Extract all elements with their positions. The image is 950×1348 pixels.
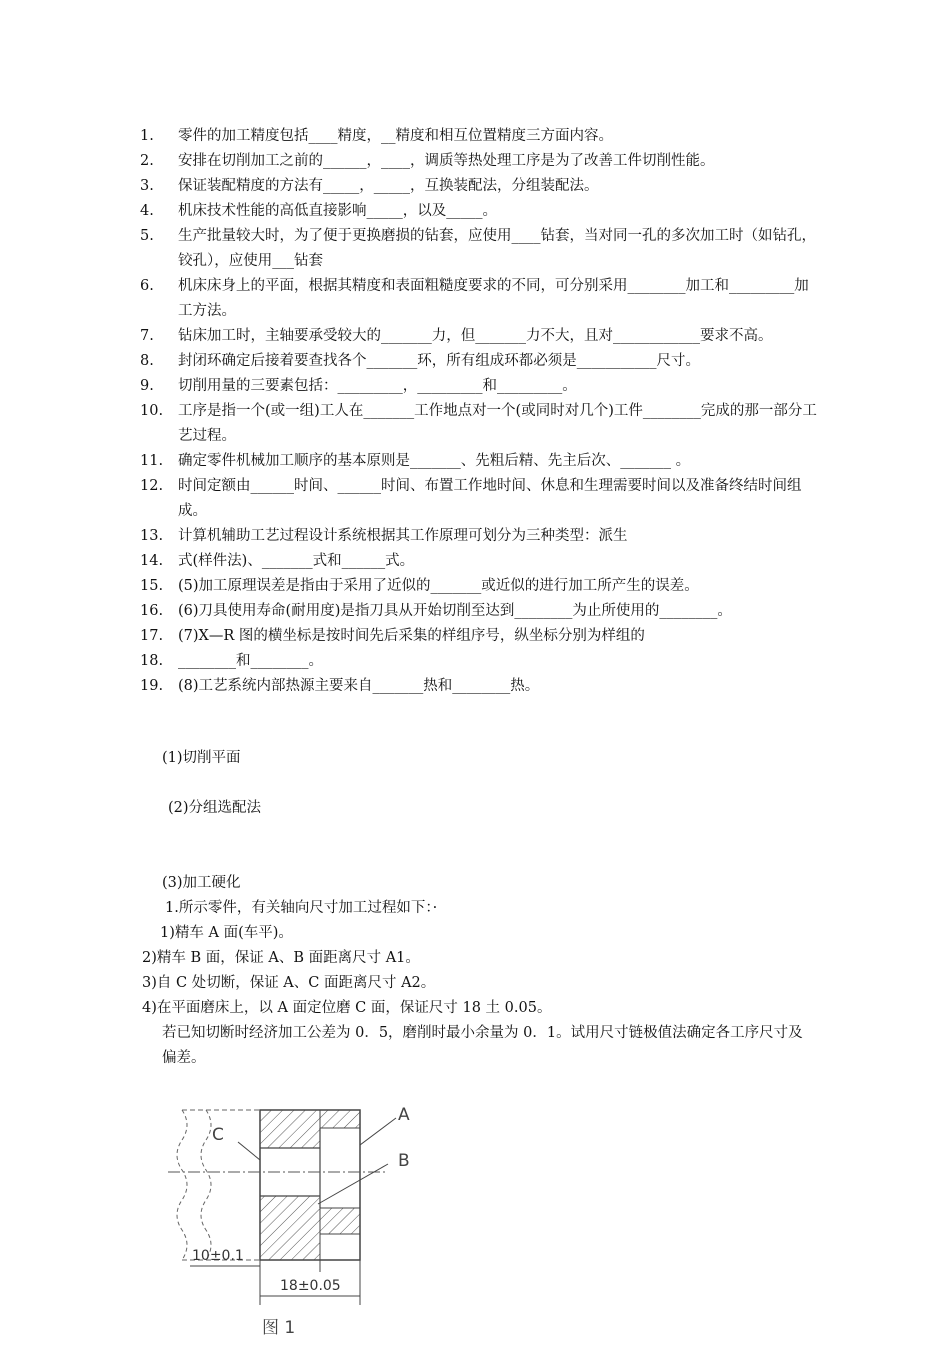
- question-number: 4.: [140, 203, 154, 219]
- question-item: [140, 549, 820, 574]
- question-number: 10.: [140, 403, 164, 419]
- question-item: [140, 124, 820, 149]
- question-text: 钻床加工时，主轴要承受较大的_______力，但_______力不大，且对____________要求不高。: [178, 328, 773, 344]
- question-number: 17.: [140, 628, 164, 644]
- question-item: [140, 399, 820, 449]
- question-text: 封闭环确定后接着要查找各个_______环，所有组成环都必须是___________尺寸。: [178, 353, 700, 369]
- figure-caption: 图 1: [262, 1318, 296, 1338]
- question-item: [140, 174, 820, 199]
- question-list: [140, 124, 820, 699]
- question-item: [140, 524, 820, 549]
- label-c: C: [212, 1125, 224, 1145]
- question-item: [140, 149, 820, 174]
- question-number: 15.: [140, 578, 164, 594]
- question-text: (6)刀具使用寿命(耐用度)是指刀具从开始切削至达到________为止所使用的________。: [178, 603, 732, 619]
- question-number: 9.: [140, 378, 154, 394]
- question-item: [140, 199, 820, 224]
- question-text: (8)工艺系统内部热源主要来自_______热和________热。: [178, 678, 540, 694]
- question-item: [140, 374, 820, 399]
- question-item: [140, 624, 820, 649]
- problem-step-2: 2)精车 B 面，保证 A、B 面距离尺寸 A1。: [142, 950, 420, 966]
- question-text: 计算机辅助工艺过程设计系统根据其工作原理可划分为三种类型：派生: [178, 528, 628, 544]
- question-text: ________和________。: [178, 653, 323, 669]
- part-drawing-figure: [168, 1100, 428, 1344]
- question-text: 保证装配精度的方法有_____，_____，互换装配法，分组装配法。: [178, 178, 599, 194]
- question-number: 6.: [140, 278, 154, 294]
- answer-1: (1)切削平面: [162, 750, 241, 766]
- dimension-10: 10±0.1: [192, 1248, 244, 1264]
- question-number: 16.: [140, 603, 164, 619]
- question-item: [140, 574, 820, 599]
- question-number: 2.: [140, 153, 154, 169]
- question-item: [140, 324, 820, 349]
- question-text: 生产批量较大时，为了便于更换磨损的钻套，应使用____钻套，当对同一孔的多次加工时（如钻孔，铰孔），应使用___钻套: [178, 228, 816, 269]
- answer-3: (3)加工硬化: [162, 875, 241, 891]
- question-text: (5)加工原理误差是指由于采用了近似的_______或近似的进行加工所产生的误差。: [178, 578, 699, 594]
- question-number: 5.: [140, 228, 154, 244]
- question-text: 时间定额由______时间、______时间、布置工作地时间、休息和生理需要时间以及准备终结时间组成。: [178, 478, 802, 519]
- question-item: [140, 349, 820, 374]
- label-b: B: [398, 1151, 410, 1171]
- question-number: 3.: [140, 178, 154, 194]
- question-number: 12.: [140, 478, 164, 494]
- question-number: 8.: [140, 353, 154, 369]
- question-text: (7)X—R 图的横坐标是按时间先后采集的样组序号，纵坐标分别为样组的: [178, 628, 645, 644]
- label-a: A: [398, 1105, 410, 1125]
- part-drawing: [168, 1100, 428, 1344]
- question-item: [140, 474, 820, 524]
- problem-step-3: 3)自 C 处切断，保证 A、C 面距离尺寸 A2。: [142, 975, 436, 991]
- question-text: 安排在切削加工之前的______，____，调质等热处理工序是为了改善工件切削性能。: [178, 153, 715, 169]
- question-item: [140, 449, 820, 474]
- problem-task: 若已知切断时经济加工公差为 0．5，磨削时最小余量为 0．1。试用尺寸链极值法确定各工序尺寸及偏差。: [162, 1025, 803, 1066]
- question-item: [140, 674, 820, 699]
- question-item: [140, 599, 820, 624]
- answer-2: (2)分组选配法: [168, 800, 262, 816]
- question-number: 7.: [140, 328, 154, 344]
- question-text: 切削用量的三要素包括：_________，_________和_________。: [178, 378, 577, 394]
- question-text: 确定零件机械加工顺序的基本原则是_______、先粗后精、先主后次、_______ 。: [178, 453, 691, 469]
- question-item: [140, 274, 820, 324]
- question-number: 19.: [140, 678, 164, 694]
- question-text: 式(样件法)、_______式和______式。: [178, 553, 415, 569]
- question-number: 18.: [140, 653, 164, 669]
- question-number: 13.: [140, 528, 164, 544]
- question-item: [140, 649, 820, 674]
- problem-step-1: 1)精车 A 面(车平)。: [160, 925, 293, 941]
- question-number: 11.: [140, 453, 164, 469]
- question-text: 机床床身上的平面，根据其精度和表面粗糙度要求的不同，可分别采用________加工和_________加工方法。: [178, 278, 809, 319]
- question-number: 14.: [140, 553, 164, 569]
- question-item: [140, 224, 820, 274]
- problem-intro: 1.所示零件，有关轴向尺寸加工过程如下：·: [165, 900, 438, 916]
- question-number: 1.: [140, 128, 154, 144]
- question-text: 机床技术性能的高低直接影响_____，以及_____。: [178, 203, 497, 219]
- dimension-18: 18±0.05: [280, 1278, 341, 1294]
- question-text: 零件的加工精度包括____精度，__精度和相互位置精度三方面内容。: [178, 128, 613, 144]
- question-text: 工序是指一个(或一组)工人在_______工作地点对一个(或同时对几个)工件________完成的那一部分工艺过程。: [178, 403, 817, 444]
- problem-step-4: 4)在平面磨床上，以 A 面定位磨 C 面，保证尺寸 18 土 0.05。: [142, 1000, 552, 1016]
